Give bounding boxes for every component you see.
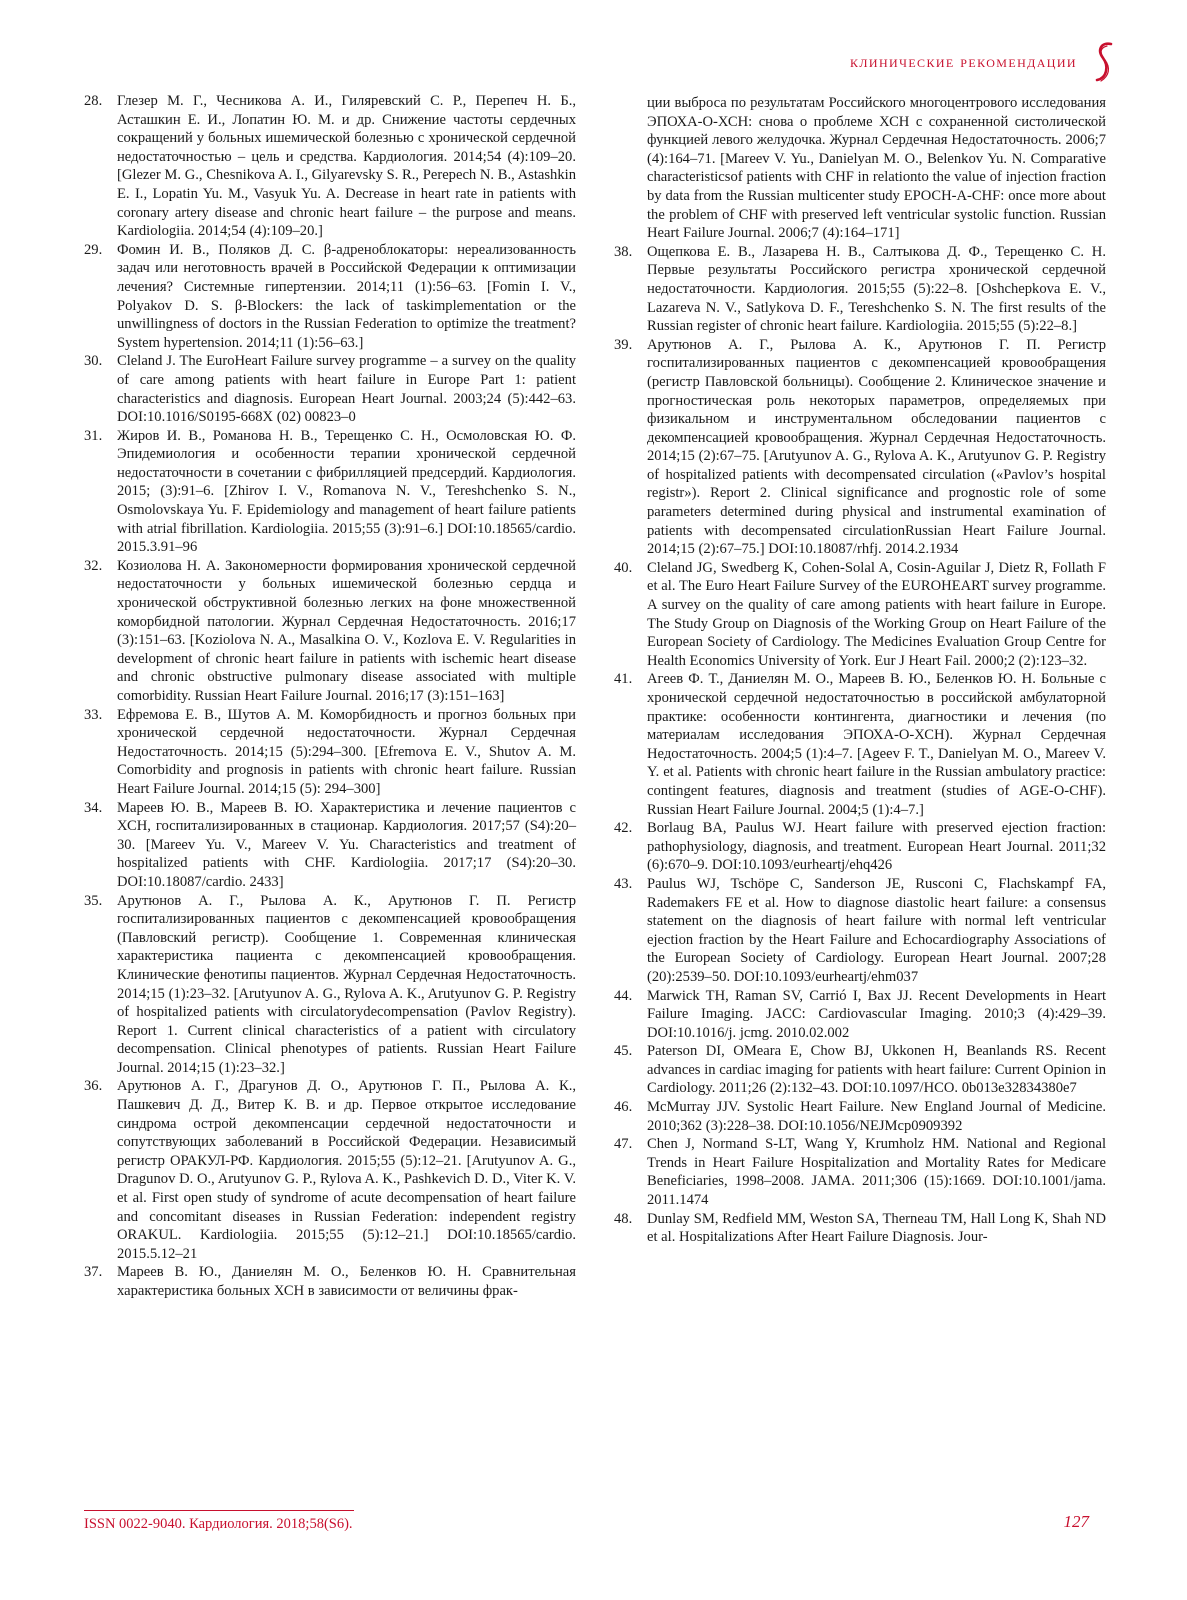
reference-number: 36. (84, 1078, 103, 1095)
reference-text: Мареев Ю. В., Мареев В. Ю. Характеристика и лечение пациентов с ХСН, госпитализированных в стационар. Кардиология. 2017;57 (S4):20–30. [Mareev Yu. V., Mareev V. Yu. Characteristics and treatment of hospitalized patients with CHF. Kardiologiia. 2017;17 (S4):20–30. DOI:10.18087/cardio. 2433] (117, 799, 576, 890)
reference-text: Paterson DI, OMeara E, Chow BJ, Ukkonen H, Beanlands RS. Recent advances in cardiac imaging for patients with heart failure: Current Opinion in Cardiology. 2011;26 (2):132–43. DOI:10.1097/HCO. 0b013e32834380e7 (647, 1043, 1106, 1097)
reference-item (614, 1135, 1106, 1209)
reference-number: 43. (614, 875, 633, 892)
reference-number: 38. (614, 243, 633, 260)
reference-number: 47. (614, 1136, 633, 1153)
reference-item (614, 670, 1106, 819)
reference-item (84, 1077, 576, 1263)
reference-item (614, 1098, 1106, 1135)
reference-item (84, 92, 576, 241)
reference-item (84, 1263, 576, 1300)
reference-item (614, 243, 1106, 336)
reference-number: 41. (614, 671, 633, 688)
reference-text: Арутюнов А. Г., Драгунов Д. О., Арутюнов Г. П., Рылова А. К., Пашкевич Д. Д., Витер К. В. и др. Первое открытое исследование синдрома острой декомпенсации сердечной недостаточности и сопутствующих заболеваний в Российской Федерации. Независимый регистр ОРАКУЛ-РФ. Кардиология. 2015;55 (5):12–21. [Arutyunov A. G., Dragunov D. O., Arutyunov G. P., Rylova A. K., Pashkevich D. D., Viter K. V. et al. First open study of syndrome of acute decompensation of heart failure and concomitant diseases in Russian Federation: independent registry ORAKUL. Kardiologiia. 2015;55 (5):12–21.] DOI:10.18565/cardio. 2015.5.12–21 (117, 1078, 576, 1262)
reference-number: 28. (84, 93, 103, 109)
page-header (850, 40, 1117, 84)
reference-item (84, 799, 576, 892)
reference-text: Жиров И. В., Романова Н. В., Терещенко С. Н., Осмоловская Ю. Ф. Эпидемиология и особенности терапии хронической сердечной недостаточности в сочетании с фибрилляцией предсердий. Кардиология. 2015; (3):91–6. [Zhirov I. V., Romanova N. V., Tereshchenko S. N., Osmolovskaya Yu. F. Epidemiology and management of heart failure patients with atrial fibrillation. Kardiologiia. 2015;55 (3):91–6.] DOI:10.18565/cardio. 2015.3.91–96 (117, 427, 576, 556)
reference-text: Ощепкова Е. В., Лазарева Н. В., Салтыкова Д. Ф., Терещенко С. Н. Первые результаты Российского регистра хронической сердечной недостаточности. Кардиология. 2015;55 (5):22–8. [Oshchepkova E. V., Lazareva N. V., Satlykova D. F., Tereshchenko S. N. The first results of the Russian register of chronic heart failure. Kardiologiia. 2015;55 (5):22–8.] (647, 243, 1106, 335)
footer-journal-info: ISSN 0022-9040. Кардиология. 2018;58(S6). (84, 1516, 353, 1532)
reference-text: Арутюнов А. Г., Рылова А. К., Арутюнов Г. П. Регистр госпитализированных пациентов с декомпенсацией кровообращения (регистр Павловской больницы). Сообщение 2. Клиническое значение и прогностическая роль некоторых параметров, определяемых при физикальном и инструментальном обследовании пациентов с декомпенсацией кровообращения. Журнал Сердечная Недостаточность. 2014;15 (2):67–75. [Arutyunov A. G., Rylova A. K., Arutyunov G. P. Registry of hospitalized patients with decompensated circulation («Pavlov’s hospital registr»). Report 2. Clinical significance and prognostic role of some parameters determined during physical and instrumental examination of patients with decompensated circulationRussian Heart Failure Journal. 2014;15 (2):67–75.] DOI:10.18087/rhfj. 2014.2.1934 (647, 336, 1106, 558)
reference-number: 34. (84, 799, 103, 816)
reference-item (614, 559, 1106, 671)
section-title: клинические рекомендации (849, 52, 1077, 71)
reference-number: 48. (614, 1210, 633, 1227)
reference-item (614, 1210, 1106, 1247)
reference-item (614, 875, 1106, 987)
reference-item (84, 352, 576, 426)
reference-text: Агеев Ф. Т., Даниелян М. О., Мареев В. Ю., Беленков Ю. Н. Больные с хронической сердечной недостаточностью в российской амбулаторной практике: особенности контингента, диагностики и лечения (по материалам исследования ЭПОХА-О-ХСН). Журнал Сердечная Недостаточность. 2004;5 (1):4–7. [Ageev F. T., Danielyan M. O., Mareev V. Y. et al. Patients with chronic heart failure in the Russian ambulatory practice: contingent features, diagnosis and treatment (studies of AGE-O-CHF). Russian Heart Failure Journal. 2004;5 (1):4–7.] (647, 671, 1106, 818)
journal-logo-icon (1091, 40, 1117, 84)
footer-divider (84, 1510, 354, 1511)
reference-continuation: ции выброса по результатам Российского многоцентрового исследования ЭПОХА-О-ХСН: снова о проблеме ХСН с сохраненной систолической функцией левого желудочка. Журнал Сердечная Недостаточность. 2006;7 (4):164–71. [Mareev V. Yu., Danielyan M. O., Belenkov Yu. N. Comparative characteristicsof patients with CHF in relationto the value of injection fraction by data from the Russian multicenter study EPOCH-A-CHF: once more about the problem of CHF with preserved left ventricular systolic function. Russian Heart Failure Journal. 2006;7 (4):164–171] (647, 95, 1106, 242)
reference-item (614, 1042, 1106, 1098)
right-column (614, 94, 1106, 1247)
reference-text: Marwick TH, Raman SV, Carrió I, Bax JJ. Recent Developments in Heart Failure Imaging. JACC: Cardiovascular Imaging. 2010;3 (4):429–39. DOI:10.1016/j. jcmg. 2010.02.002 (647, 987, 1106, 1041)
reference-text: Ефремова Е. В., Шутов А. М. Коморбидность и прогноз больных при хронической сердечной недостаточности. Журнал Сердечная Недостаточность. 2014;15 (5):294–300. [Efremova E. V., Shutov A. M. Comorbidity and prognosis in patients with chronic heart failure. Russian Heart Failure Journal. 2014;15 (5): 294–300] (117, 706, 576, 797)
reference-number: 37. (84, 1264, 103, 1281)
reference-item (84, 706, 576, 799)
reference-item (84, 241, 576, 353)
reference-text: Dunlay SM, Redfield MM, Weston SA, Therneau TM, Hall Long K, Shah ND et al. Hospitalizations After Heart Failure Diagnosis. Jour- (647, 1210, 1106, 1246)
reference-number: 29. (84, 241, 103, 258)
reference-text: Cleland JG, Swedberg K, Cohen-Solal A, Cosin-Aguilar J, Dietz R, Follath F et al. The Euro Heart Failure Survey of the EUROHEART survey programme. A survey on the quality of care among patients with heart failure in Europe. The Study Group on Diagnosis of the Working Group on Heart Failure of the European Society of Cardiology. The Medicines Evaluation Group Centre for Health Economics University of York. Eur J Heart Fail. 2000;2 (2):123–32. (647, 559, 1106, 669)
reference-number: 44. (614, 987, 633, 1004)
reference-text: McMurray JJV. Systolic Heart Failure. New England Journal of Medicine. 2010;362 (3):228–38. DOI:10.1056/NEJMcp0909392 (647, 1099, 1106, 1134)
reference-number: 35. (84, 892, 103, 909)
reference-text: Глезер М. Г., Чесникова А. И., Гиляревский С. Р., Перепеч Н. Б., Асташкин Е. И., Лопатин Ю. М. и др. Снижение частоты сердечных сокращений у больных ишемической болезнью с хронической сердечной недостаточностью – цель и средства. Кардиология. 2014;54 (4):109–20. [Glezer M. G., Chesnikova A. I., Gilyarevsky S. R., Perepech N. B., Astashkin E. I., Lopatin Yu. M., Vasyuk Yu. A. Decrease in heart rate in patients with coronary artery disease and chronic heart failure – the purpose and means. Kardiologiia. 2014;54 (4):109–20.] (117, 93, 576, 240)
reference-item (614, 336, 1106, 559)
reference-item (614, 987, 1106, 1043)
reference-text: Мареев В. Ю., Даниелян М. О., Беленков Ю. Н. Сравнительная характеристика больных ХСН в зависимости от величины фрак- (117, 1264, 576, 1299)
reference-number: 31. (84, 427, 103, 444)
reference-item (84, 427, 576, 557)
reference-number: 46. (614, 1099, 633, 1116)
page-number: 127 (1063, 1512, 1089, 1531)
reference-number: 40. (614, 559, 633, 576)
reference-text: Фомин И. В., Поляков Д. С. β-адреноблокаторы: нереализованность задач или неготовность врачей в Российской Федерации к оптимизации лечения? Системные гипертензии. 2014;11 (1):56–63. [Fomin I. V., Polyakov D. S. β-Blockers: the lack of taskimplementation or the unwillingness of doctors in the Russian Federation to optimize the treatment? System hypertension. 2014;11 (1):56–63.] (117, 241, 576, 351)
reference-item (84, 557, 576, 706)
reference-number: 45. (614, 1043, 633, 1060)
reference-number: 33. (84, 706, 103, 723)
left-column (84, 92, 576, 1301)
reference-item (84, 892, 576, 1078)
reference-text: Козиолова Н. А. Закономерности формирования хронической сердечной недостаточности у больных ишемической болезнью сердца и хронической обструктивной болезнью легких на фоне множественной коморбидной патологии. Журнал Сердечная Недостаточность. 2016;17 (3):151–63. [Koziolova N. A., Masalkina O. V., Kozlova E. V. Regularities in development of chronic heart failure in patients with ischemic heart disease and chronic obstructive pulmonary disease associated with multiple comorbidity. Russian Heart Failure Journal. 2016;17 (3):151–163] (117, 557, 576, 704)
reference-number: 39. (614, 336, 633, 353)
reference-text: Арутюнов А. Г., Рылова А. К., Арутюнов Г. П. Регистр госпитализированных пациентов с декомпенсацией кровообращения (Павловский регистр). Сообщение 1. Современная клиническая характеристика пациента с декомпенсацией кровообращения. Клинические фенотипы пациентов. Журнал Сердечная Недостаточность. 2014;15 (1):23–32. [Arutyunov A. G., Rylova A. K., Arutyunov G. P. Registry of hospitalized patients with circulatorydecompensation (Pavlov Registry). Report 1. Current clinical characteristics of a patient with circulatory decompensation. Clinical phenotypes of patients. Russian Heart Failure Journal. 2014;15 (1):23–32.] (117, 892, 576, 1076)
reference-text: Borlaug BA, Paulus WJ. Heart failure with preserved ejection fraction: pathophysiology, diagnosis, and treatment. European Heart Journal. 2011;32 (6):670–9. DOI:10.1093/eurheartj/ehq426 (647, 820, 1106, 874)
reference-number: 42. (614, 820, 633, 837)
reference-item (614, 819, 1106, 875)
reference-number: 30. (84, 353, 103, 370)
reference-text: Cleland J. The EuroHeart Failure survey programme – a survey on the quality of care among patients with heart failure in Europe Part 1: patient characteristics and diagnosis. European Heart Journal. 2003;24 (5):442–63. DOI:10.1016/S0195-668X (02) 00823–0 (117, 353, 576, 426)
reference-text: Paulus WJ, Tschöpe C, Sanderson JE, Rusconi C, Flachskampf FA, Rademakers FE et al. How to diagnose diastolic heart failure: a consensus statement on the diagnosis of heart failure with normal left ventricular ejection fraction by the Heart Failure and Echocardiography Associations of the European Society of Cardiology. European Heart Journal. 2007;28 (20):2539–50. DOI:10.1093/eurheartj/ehm037 (647, 875, 1106, 985)
reference-number: 32. (84, 557, 103, 574)
reference-text: Chen J, Normand S-LT, Wang Y, Krumholz HM. National and Regional Trends in Heart Failure Hospitalization and Mortality Rates for Medicare Beneficiaries, 1998–2008. JAMA. 2011;306 (15):1669. DOI:10.1001/jama. 2011.1474 (647, 1136, 1106, 1209)
